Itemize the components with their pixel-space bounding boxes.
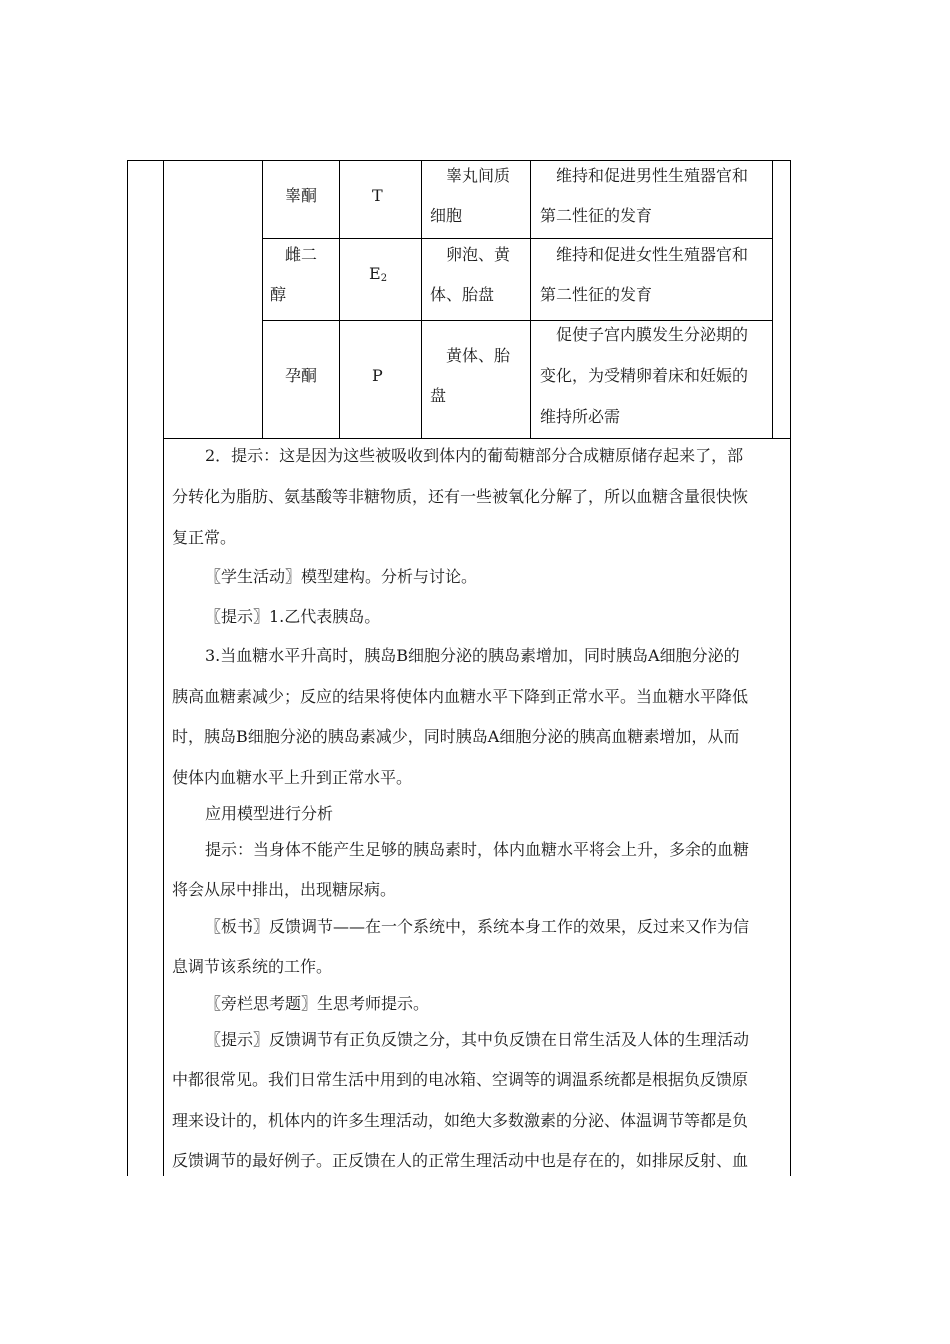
hormone-source: 体、胎盘 [430,285,495,304]
hormone-symbol [369,264,387,289]
body-line: 〖板书〗反馈调节——在一个系统中，系统本身工作的效果，反过来又作为信 [205,917,750,936]
table-col-line-4 [530,160,531,438]
hormone-name: 醇 [270,285,287,304]
outer-top-border [127,160,791,161]
hormone-function: 维持和促进女性生殖器官和 [556,245,749,264]
hormone-symbol-subscript: 2 [380,273,388,284]
table-row-line-1 [262,238,773,239]
hormone-name: 孕酮 [285,366,318,385]
body-line: 时，胰岛B细胞分泌的胰岛素减少，同时胰岛A细胞分泌的胰高血糖素增加，从而 [172,727,740,746]
hormone-name: 雌二 [285,245,318,264]
hormone-function: 维持和促进男性生殖器官和 [556,166,749,185]
body-line: 2．提示：这是因为这些被吸收到体内的葡萄糖部分合成糖原储存起来了，部 [205,446,744,465]
body-line: 息调节该系统的工作。 [172,957,333,976]
body-line: 应用模型进行分析 [205,804,334,823]
table-col-line-1 [262,160,263,438]
table-col-line-2 [339,160,340,438]
hormone-source: 卵泡、黄 [446,245,511,264]
body-line: 复正常。 [172,528,237,547]
outer-right-border [790,160,791,1176]
hormone-function: 第二性征的发育 [540,206,653,225]
hormone-name: 睾酮 [285,186,318,205]
hormone-function: 第二性征的发育 [540,285,653,304]
hormone-symbol: P [372,366,383,385]
table-col-line-5 [772,160,773,438]
body-line: 理来设计的，机体内的许多生理活动，如绝大多数激素的分泌、体温调节等都是负 [172,1111,749,1130]
hormone-source: 盘 [430,386,447,405]
hormone-source: 细胞 [430,206,463,225]
body-line: 胰高血糖素减少；反应的结果将使体内血糖水平下降到正常水平。当血糖水平降低 [172,687,749,706]
hormone-source: 黄体、胎 [446,346,511,365]
body-line: 反馈调节的最好例子。正反馈在人的正常生理活动中也是存在的，如排尿反射、血 [172,1151,749,1170]
body-line: 〖学生活动〗模型建构。分析与讨论。 [205,567,478,586]
body-line: 使体内血糖水平上升到正常水平。 [172,768,413,787]
table-row-line-2 [262,320,773,321]
body-line: 分转化为脂肪、氨基酸等非糖物质，还有一些被氧化分解了，所以血糖含量很快恢 [172,487,749,506]
table-col-line-3 [421,160,422,438]
hormone-function: 维持所必需 [540,407,621,426]
outer-left-border [127,160,128,1176]
outer-inner-left-border [163,160,164,1176]
body-line: 提示：当身体不能产生足够的胰岛素时，体内血糖水平将会上升，多余的血糖 [205,840,750,859]
body-line: 〖提示〗1.乙代表胰岛。 [205,607,381,626]
hormone-function: 促使子宫内膜发生分泌期的 [556,325,749,344]
hormone-function: 变化，为受精卵着床和妊娠的 [540,366,749,385]
body-line: 中都很常见。我们日常生活中用到的电冰箱、空调等的调温系统都是根据负反馈原 [172,1070,749,1089]
table-bottom-border [163,438,791,439]
hormone-symbol: T [372,186,383,205]
hormone-symbol-letter: E [369,264,381,283]
body-line: 〖旁栏思考题〗生思考师提示。 [205,994,430,1013]
body-line: 3.当血糖水平升高时，胰岛B细胞分泌的胰岛素增加，同时胰岛A细胞分泌的 [205,646,740,665]
body-line: 将会从尿中排出，出现糖尿病。 [172,880,397,899]
body-line: 〖提示〗反馈调节有正负反馈之分，其中负反馈在日常生活及人体的生理活动 [205,1030,750,1049]
hormone-source: 睾丸间质 [446,166,511,185]
